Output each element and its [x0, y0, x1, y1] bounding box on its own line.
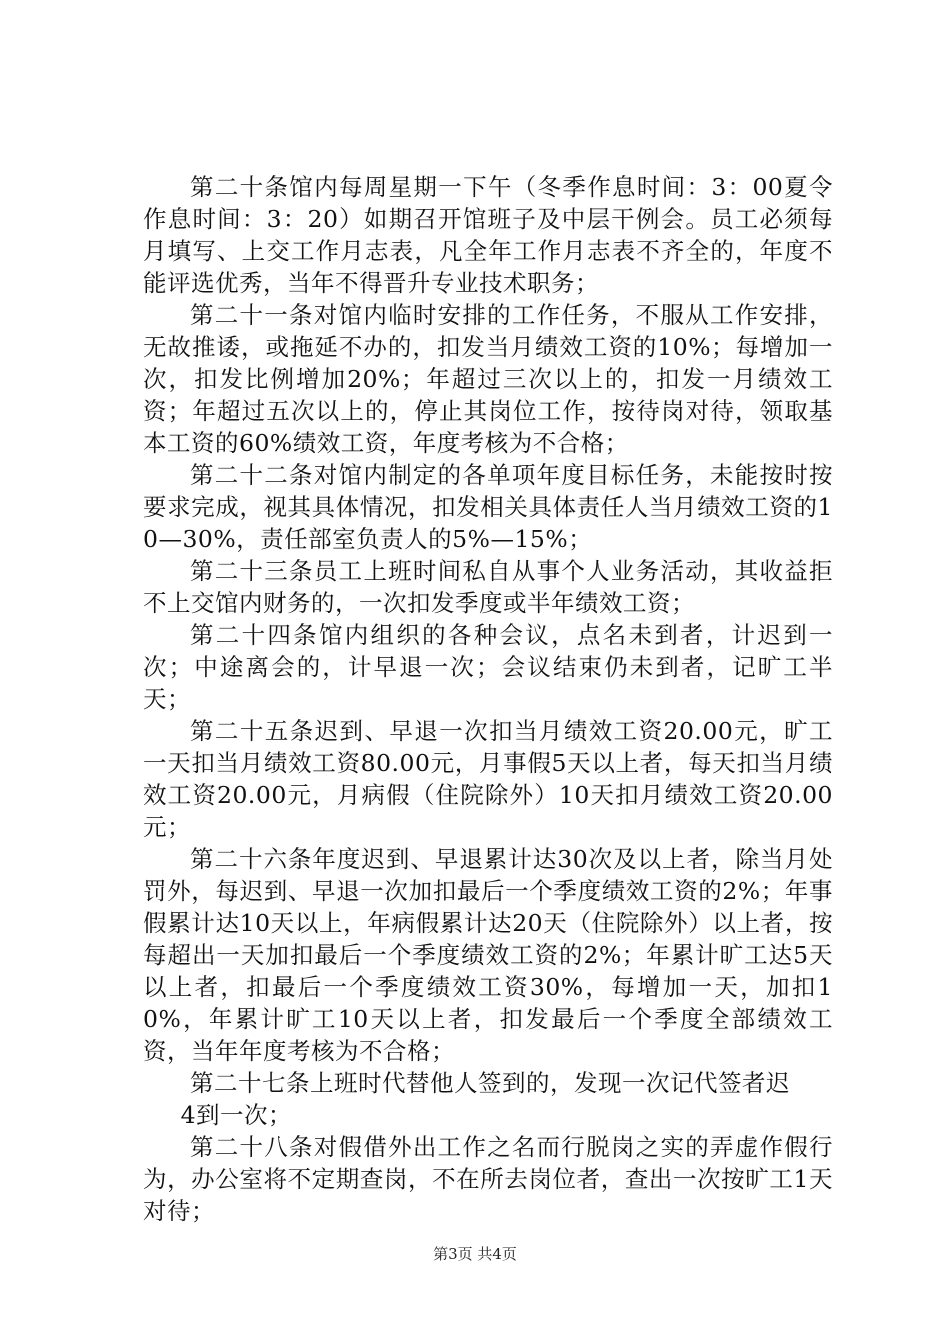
- paragraph-article-24: 第二十四条馆内组织的各种会议，点名未到者，计迟到一次；中途离会的，计早退一次；会议结束仍未到者，记旷工半天；: [143, 621, 833, 713]
- document-body: [143, 171, 833, 1227]
- paragraph-article-28: 第二十八条对假借外出工作之名而行脱岗之实的弄虚作假行为，办公室将不定期查岗，不在所去岗位者，查出一次按旷工1天对待；: [143, 1133, 833, 1225]
- paragraph-article-22: 第二十二条对馆内制定的各单项年度目标任务，未能按时按要求完成，视其具体情况，扣发相关具体责任人当月绩效工资的10—30%，责任部室负责人的5%—15%；: [143, 461, 833, 553]
- paragraph-article-27-continued: 4到一次；: [180, 1101, 293, 1129]
- paragraph-article-25: 第二十五条迟到、早退一次扣当月绩效工资20.00元，旷工一天扣当月绩效工资80.00元，月事假5天以上者，每天扣当月绩效工资20.00元，月病假（住院除外）10天扣月绩效工资20.00元；: [143, 717, 833, 841]
- paragraph-article-23: 第二十三条员工上班时间私自从事个人业务活动，其收益拒不上交馆内财务的，一次扣发季度或半年绩效工资；: [143, 557, 833, 617]
- paragraph-article-20: 第二十条馆内每周星期一下午（冬季作息时间：3：00夏令作息时间：3：20）如期召开馆班子及中层干例会。员工必须每月填写、上交工作月志表，凡全年工作月志表不齐全的，年度不能评选优秀，当年不得晋升专业技术职务；: [143, 173, 833, 297]
- paragraph-article-27: 第二十七条上班时代替他人签到的，发现一次记代签者迟: [190, 1069, 790, 1097]
- paragraph-article-26: 第二十六条年度迟到、早退累计达30次及以上者，除当月处罚外，每迟到、早退一次加扣最后一个季度绩效工资的2%；年事假累计达10天以上，年病假累计达20天（住院除外）以上者，按每超出一天加扣最后一个季度绩效工资的2%；年累计旷工达5天以上者，扣最后一个季度绩效工资30%，每增加一天，加扣10%，年累计旷工10天以上者，扣发最后一个季度全部绩效工资，当年年度考核为不合格；: [143, 845, 833, 1065]
- paragraph-article-21: 第二十一条对馆内临时安排的工作任务，不服从工作安排，无故推诿，或拖延不办的，扣发当月绩效工资的10%；每增加一次，扣发比例增加20%；年超过三次以上的，扣发一月绩效工资；年超过五次以上的，停止其岗位工作，按待岗对待，领取基本工资的60%绩效工资，年度考核为不合格；: [143, 301, 833, 457]
- page-number-footer: 第3页 共4页: [433, 1245, 517, 1263]
